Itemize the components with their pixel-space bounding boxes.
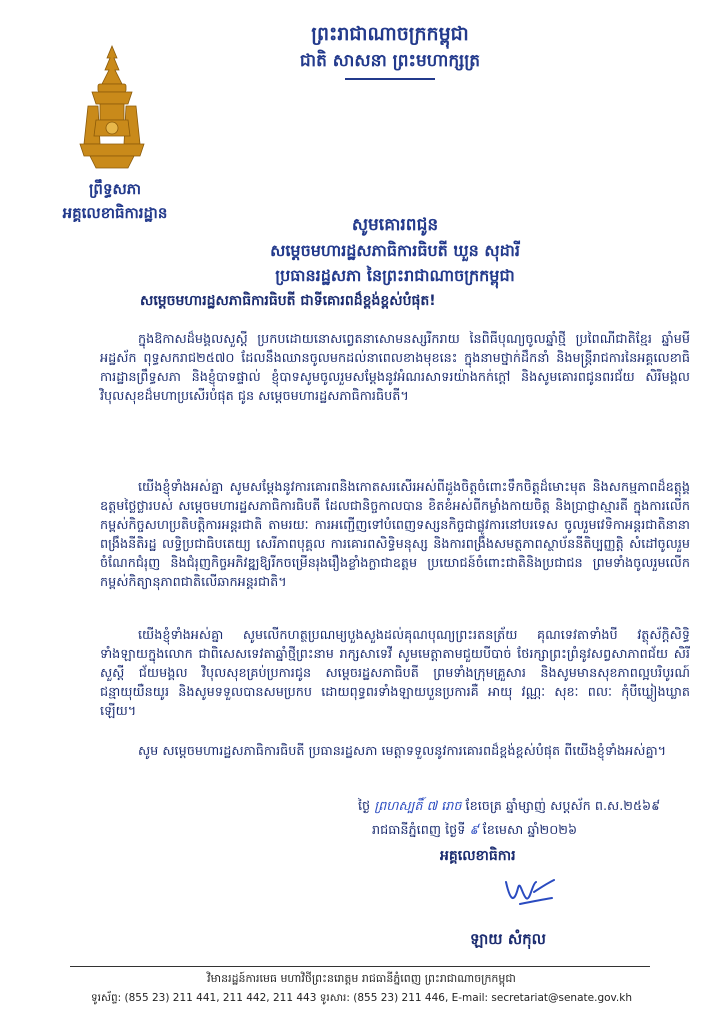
signatory-title: អគ្គលេខាធិការ xyxy=(440,848,516,864)
signatory-name: ឡាយ សំកុល xyxy=(470,930,546,948)
motto-divider xyxy=(345,78,435,80)
kingdom-heading: ព្រះរាជាណាចក្រកម្ពុជា xyxy=(311,23,469,45)
institution-name: ព្រឹទ្ធសភា xyxy=(88,180,142,198)
recipient-title: ប្រធានរដ្ឋសភា នៃព្រះរាជាណាចក្រកម្ពុជា xyxy=(275,266,515,285)
recipient-greeting: សូមគោរពជូន xyxy=(351,215,439,235)
solar-date xyxy=(372,822,577,841)
lunar-date xyxy=(358,798,660,817)
lunar-date-prefix: ថ្ងៃ xyxy=(358,799,371,814)
department-name: អគ្គលេខាធិការដ្ឋាន xyxy=(62,204,168,222)
footer-address: វិមានរដ្ឋន៍ការមេធ មហាវិថីព្រះនរោត្តម រាជធានីភ្នំពេញ ព្រះរាជាណាចក្រកម្ពុជា xyxy=(207,972,516,985)
body-paragraph-1: ក្នុងឱកាសដ៏មង្គលសួស្តី ប្រកបដោយនោសព្វេតនាសោមនស្សរីករាយ នៃពិធីបុណ្យចូលឆ្នាំថ្មី ប្រពៃណីជាតិខ្មែរ ឆ្នាំមមី អដ្ឋស័ក ពុទ្ធសករាជ២៥៧០ ដែលនឹងឈានចូលមកដល់នាពេលខាងមុខនេះ ក្នុងនាមថ្នាក់ដឹកនាំ និងមន្ត្រីរាជការនៃអគ្គលេខាធិការដ្ឋានព្រឹទ្ធសភា និងខ្ញុំបាទផ្ទាល់ ខ្ញុំបាទសូមចូលរួមសម្តែងនូវអំណរសាទរយ៉ាងកក់ក្តៅ និងសូមគោរពជូនពរជ័យ សិរីមង្គល វិបុលសុខដ៏មហាប្រសើរបំផុត ជូន សម្តេចមហារដ្ឋសភាធិការធិបតី។ xyxy=(100,332,690,404)
solar-date-prefix: រាជធានីភ្នំពេញ ថ្ងៃទី xyxy=(372,823,466,838)
solar-date-day: ៩ xyxy=(469,823,479,838)
handwritten-signature xyxy=(500,874,560,910)
body-paragraph-2: យើងខ្ញុំទាំងអស់គ្នា សូមសម្តែងនូវការគោរពនិងកោតសរសើរអស់ពីដួងចិត្តចំពោះទឹកចិត្តដ៏មោះមុត និងសកម្មភាពដ៏ឧត្តុង្គឧត្តមថ្លៃថ្លារបស់ សម្តេចមហារដ្ឋសភាធិការធិបតី ដែលជានិច្ចកាលបាន ខិតខំអស់ពីកម្លាំងកាយចិត្ត និងប្រាជ្ញាស្មារតី ក្នុងការលើកកម្ពស់កិច្ចសហប្រតិបត្តិការអន្តរជាតិ តាមរយៈ ការអញ្ជើញទៅបំពេញទស្សនកិច្ចជាផ្លូវការនៅបរទេស ចូលរួមវេទិកាអន្តរជាតិនានា ពង្រឹងនីតិរដ្ឋ លទ្ធិប្រជាធិបតេយ្យ សេរីភាពបុគ្គល ការគោរពសិទ្ធិមនុស្ស និងការពង្រឹងសមត្ថភាពស្ថាប័ននីតិប្បញ្ញត្តិ សំដៅចូលរួមចំណែកជំរុញ និងជំរុញកិច្ចអភិវឌ្ឍឱ្យរីកចម្រើនរុងរឿងខ្លាំងក្លាជាឧត្តម ប្រយោជន៍ចំពោះជាតិនិងប្រជាជន ព្រមទាំងចូលរួមលើកកម្ពស់កិត្យានុភាពជាតិលើឆាកអន្តរជាតិ។ xyxy=(100,480,690,590)
body-paragraph-3: យើងខ្ញុំទាំងអស់គ្នា សូមលើកហត្ថប្រណម្យបួងសួងដល់គុណបុណ្យព្រះរតនត្រ័យ គុណទេវតាទាំងបី វត្ថុស័ក្តិសិទ្ធិទាំងឡាយក្នុងលោក ជាពិសេសទេវតាឆ្នាំថ្មីព្រះនាម រាក្សសាទេវី សូមមេត្តាតាមជួយបីបាច់ ថែរក្សាព្រះព្រំនូវសព្វសាភាពជ័យ សិរីសួស្តី ជ័យមង្គល វិបុលសុខគ្រប់ប្រការជូន សម្តេចរដ្ឋសភាធិបតី ព្រមទាំងក្រុមគ្រួសារ និងសូមមានសុខភាពល្អបរិបូរណ៍ ជន្មាយុយឺនយូរ និងសូមទទួលបានសមប្រកប ដោយពុទ្ធពរទាំងឡាយបួនប្រការគឺ អាយុ វណ្ណៈ សុខៈ ពលៈ កុំបីឃ្លៀងឃ្លាតឡើយ។ xyxy=(100,628,690,719)
royal-emblem-icon xyxy=(70,44,154,172)
footer-contact: ទូរស័ព្ទ: (855 23) 211 441, 211 442, 211 443 ទូរសារ: (855 23) 211 446, E-mail: secretariat@senate.gov.kh xyxy=(90,992,633,1004)
recipient-name: សម្តេចមហារដ្ឋសភាធិការធិបតី ឃួន សុដារី xyxy=(270,241,520,260)
national-motto: ជាតិ សាសនា ព្រះមហាក្សត្រ xyxy=(299,51,481,71)
solar-date-rest: ខែមេសា ឆ្នាំ២០២៦ xyxy=(482,823,577,838)
lunar-date-rest: ខែចេត្រ ឆ្នាំម្សាញ់ សប្តស័ក ព.ស.២៥៦៩ xyxy=(465,799,661,814)
salutation: សម្តេចមហារដ្ឋសភាធិការធិបតី ជាទីគោរពដ៏ខ្ពង់ខ្ពស់បំផុត! xyxy=(140,293,436,309)
footer-divider xyxy=(70,966,650,967)
body-paragraph-4: សូម សម្តេចមហារដ្ឋសភាធិការធិបតី ប្រធានរដ្ឋសភា មេត្តាទទួលនូវការគោរពដ៏ខ្ពង់ខ្ពស់បំផុត ពីយើងខ្ញុំទាំងអស់គ្នា។ xyxy=(138,744,667,759)
lunar-date-handwritten: ព្រហស្បតិ៍ ៧ រោច xyxy=(374,799,462,814)
